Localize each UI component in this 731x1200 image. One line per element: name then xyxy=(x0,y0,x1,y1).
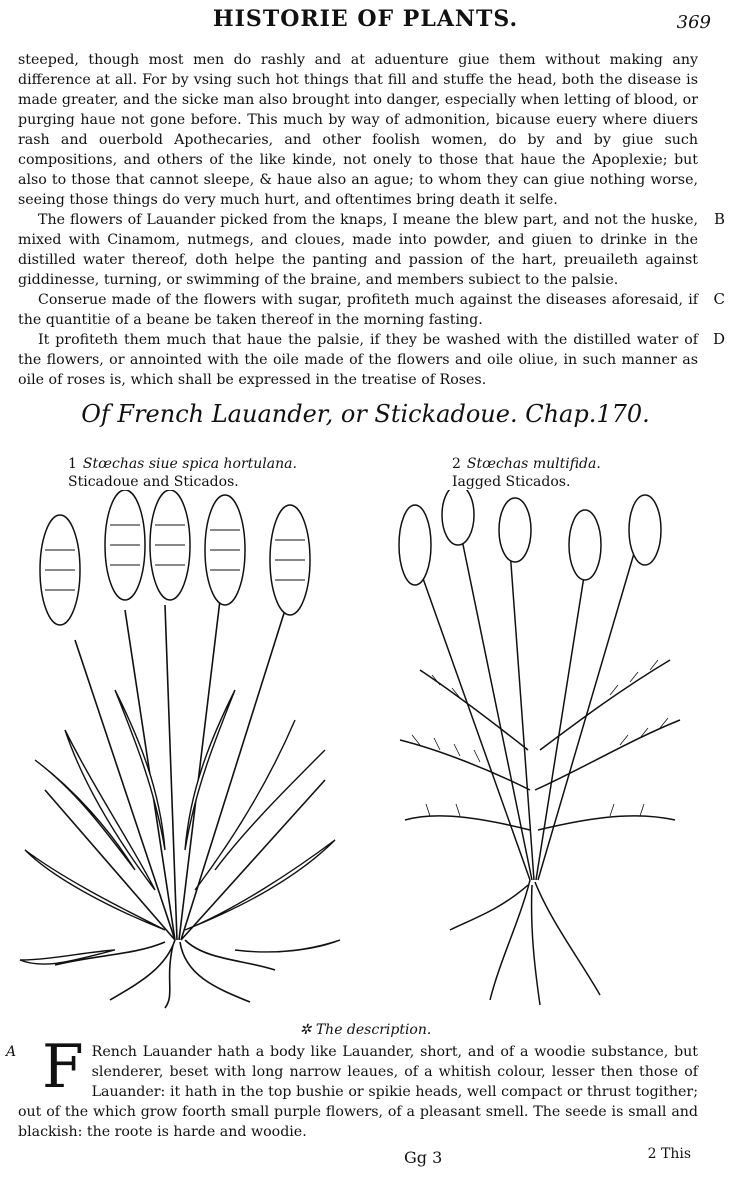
figure-caption-1 xyxy=(68,455,297,491)
description-body: Rench Lauander hath a body like Lauander, short, and of a woodie substance, but slenderer, beset with long narrow leaues, of a whitish colour, lesser then those of Lauander: it hath in the top bushie or spikie heads, well compact or thrust togither; out of the which grow foorth small purple flowers, of a pleasant smell. The seede is small and blackish: the roote is harde and woodie. xyxy=(18,1044,698,1140)
margin-letter: A xyxy=(6,1044,17,1060)
latin-name: Stœchas multifida. xyxy=(466,456,601,472)
figure-caption-2 xyxy=(452,455,601,491)
description-heading: ✲ The description. xyxy=(299,1022,432,1038)
page-number: 369 xyxy=(676,12,711,33)
jagged-lavender-plant-illustration xyxy=(380,490,700,1010)
paragraph: steeped, though most men do rashly and at aduenture giue them without making any difference at all. For by vsing such hot things that fill and stuffe the head, both the disease is made greater, and the sicke man also brought into danger, especially when letting of blood, or purging haue not gone before. This much by way of admonition, bicause euery where diuers rash and ouerbold Apothecaries, and other foolish women, do by and by giue such compositions, and others of the like kinde, not onely to those that haue the Apoplexie; but also to those that cannot sleepe, & haue also an ague; to whom they can giue nothing worse, seeing those things do very much hurt, and oftentimes bring death it selfe. xyxy=(18,52,698,208)
latin-name: Stœchas siue spica hortulana. xyxy=(82,456,297,472)
paragraph: The flowers of Lauander picked from the knaps, I meane the blew part, and not the huske, mixed with Cinamom, nutmegs, and cloues, made into powder, and giuen to drinke in the distilled water thereof, doth helpe the panting and passion of the hart, preuaileth against giddinesse, turning, or swimming of the braine, and members subiect to the palsie. xyxy=(18,212,698,288)
chapter-heading: Of French Lauander, or Stickadoue. Chap.170. xyxy=(81,400,650,428)
english-name: Iagged Sticados. xyxy=(452,474,571,490)
running-head: HISTORIE OF PLANTS. xyxy=(212,6,519,32)
description-text xyxy=(18,1032,698,1142)
figure-number: 1 xyxy=(68,456,77,472)
body-text xyxy=(18,50,698,390)
signature-mark: Gg 3 xyxy=(404,1148,443,1167)
lavender-plant-illustration xyxy=(15,490,345,1010)
figure-number: 2 xyxy=(452,456,461,472)
paragraph: It profiteth them much that haue the palsie, if they be washed with the distilled water of the flowers, or annointed with the oile made of the flowers and oile oliue, in such manner as oile of roses is, which shall be expressed in the treatise of Roses. xyxy=(18,332,698,388)
margin-letter: B xyxy=(713,210,725,228)
margin-letter: D xyxy=(712,330,725,348)
paragraph: Conserue made of the flowers with sugar, profiteth much against the diseases aforesaid, if the quantitie of a beane be taken thereof in the morning fasting. xyxy=(18,292,698,328)
drop-cap: F xyxy=(42,1032,84,1102)
catchword: 2 This xyxy=(647,1146,691,1162)
english-name: Sticadoue and Sticados. xyxy=(68,474,239,490)
margin-letter: C xyxy=(713,290,725,308)
